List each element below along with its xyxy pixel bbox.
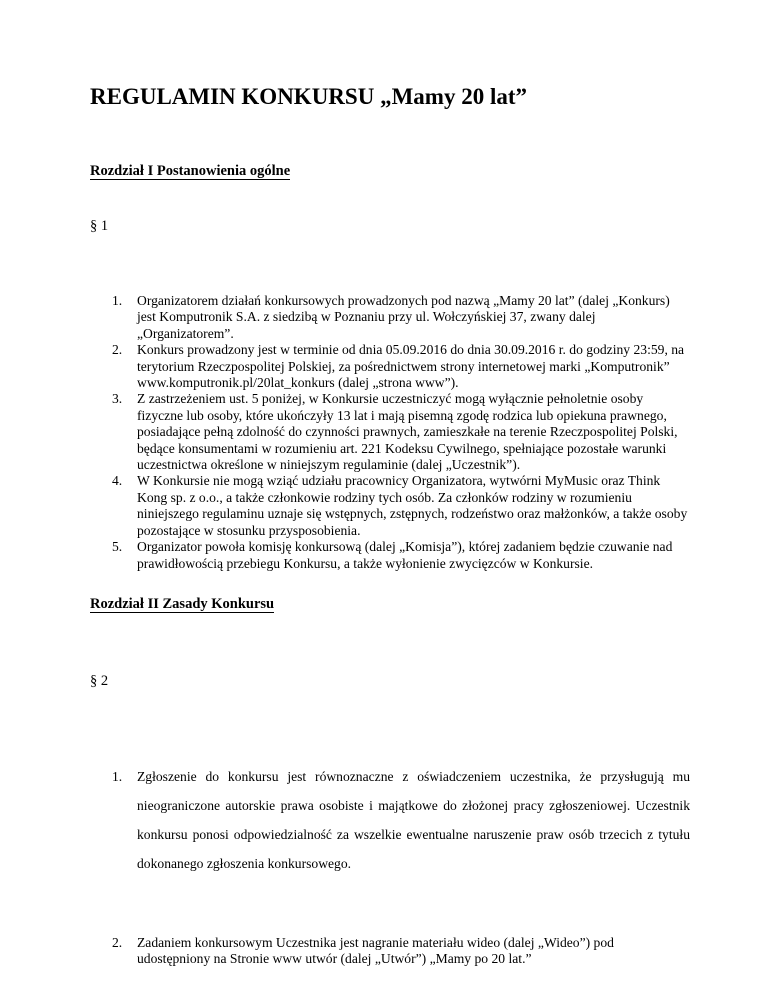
- chapter-2-list: [90, 762, 690, 878]
- chapter-2-heading: Rozdział II Zasady Konkursu: [90, 596, 275, 612]
- section-1-mark: § 1: [90, 218, 109, 234]
- section-2-mark: § 2: [90, 673, 109, 689]
- list-item: 2. Konkurs prowadzony jest w terminie od dnia 05.09.2016 do dnia 30.09.2016 r. do godziny 23:59, na terytorium Rzeczpospolitej Polskiej, za pośrednictwem strony internetowej marki „Komputronik” www.komputronik.pl/20lat_konkurs (dalej „strona www”).: [112, 342, 685, 391]
- list-item: 5. Organizator powoła komisję konkursową (dalej „Komisja”), której zadaniem będzie czuwanie nad prawidłowością przebiegu Konkursu, a także wyłonienie zwycięzców w Konkursie.: [112, 539, 673, 571]
- list-item: 1. Organizatorem działań konkursowych prowadzonych pod nazwą „Mamy 20 lat” (dalej „Konkurs) jest Komputronik S.A. z siedzibą w Poznaniu przy ul. Wołczyńskiej 37, zwany dalej „Organizatorem”.: [112, 293, 670, 341]
- chapter-1-list: [90, 293, 690, 572]
- document-title: REGULAMIN KONKURSU „Mamy 20 lat”: [90, 84, 527, 109]
- chapter-2-list-cont: [90, 935, 690, 968]
- list-item: 1. Zgłoszenie do konkursu jest równoznaczne z oświadczeniem uczestnika, że przysługują mu nieograniczone autorskie prawa osobiste i majątkowe do złożonej pracy zgłoszeniowej. Uczestnik konkursu ponosi odpowiedzialność za wszelkie ewentualne naruszenie praw osób trzecich z tytułu dokonanego zgłoszenia konkursowego.: [112, 769, 690, 871]
- list-item: 2. Zadaniem konkursowym Uczestnika jest nagranie materiału wideo (dalej „Wideo”) pod udostępniony na Stronie www utwór (dalej „Utwór”) „Mamy po 20 lat.”: [112, 935, 614, 967]
- list-item: 3. Z zastrzeżeniem ust. 5 poniżej, w Konkursie uczestniczyć mogą wyłącznie pełnoletnie osoby fizyczne lub osoby, które ukończyły 13 lat i mają pisemną zgodę rodzica lub opiekuna prawnego, posiadające pełną zdolność do czynności prawnych, zamieszkałe na terenie Rzeczpospolitej Polski, będące konsumentami w rozumieniu art. 221 Kodeksu Cywilnego, spełniające pozostałe warunki uczestnictwa określone w niniejszym regulaminie (dalej „Uczestnik”).: [112, 391, 678, 473]
- list-item: 4. W Konkursie nie mogą wziąć udziału pracownicy Organizatora, wytwórni MyMusic oraz Think Kong sp. z o.o., a także członkowie rodziny tych osób. Za członków rodziny w rozumieniu niniejszego regulaminu uznaje się wstępnych, zstępnych, rodzeństwo oraz małżonków, a także osoby pozostające w stosunku przysposobienia.: [112, 473, 688, 538]
- chapter-1-heading: Rozdział I Postanowienia ogólne: [90, 163, 291, 179]
